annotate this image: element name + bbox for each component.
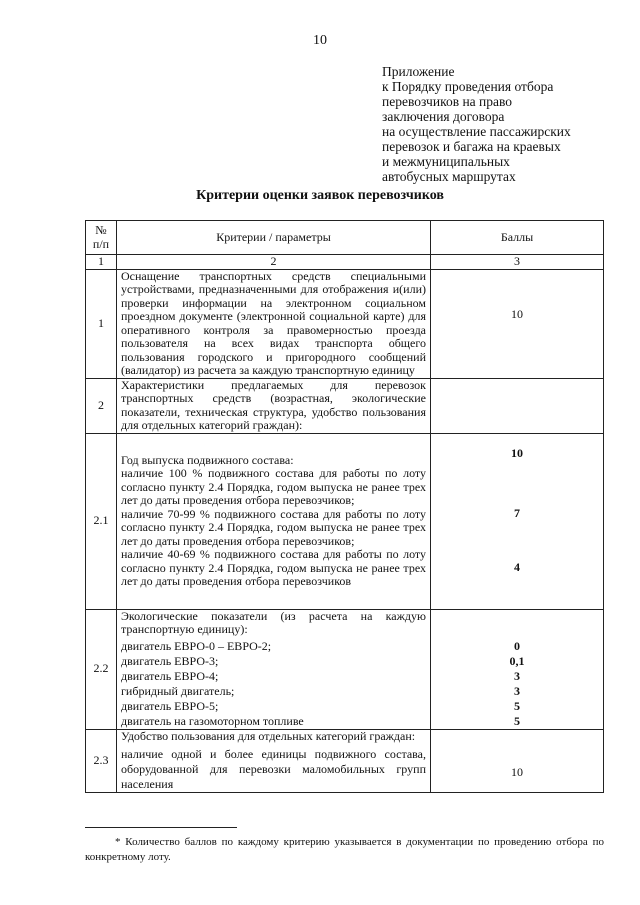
row-points: 10 — [431, 269, 604, 378]
item-points: 4 — [514, 559, 520, 574]
appendix-line: перевозчиков на право — [382, 94, 513, 109]
row-num: 1 — [86, 269, 117, 378]
row-criteria — [117, 729, 431, 793]
row-num: 2.1 — [86, 433, 117, 609]
row-num: 2.2 — [86, 609, 117, 729]
criteria-table — [85, 220, 604, 793]
row-item: наличие одной и более единицы подвижного состава, оборудованной для перевозки маломобильных групп населения — [121, 747, 426, 791]
page-number: 10 — [313, 33, 327, 48]
column-number-row — [86, 255, 604, 270]
row-points — [431, 609, 604, 729]
row-item: наличие 100 % подвижного состава для работы по лоту согласно пункту 2.4 Порядка, годом выпуска не ранее трех лет до даты проведения отбора перевозчиков; — [121, 466, 426, 507]
row-item: двигатель на газомоторном топливе — [121, 713, 304, 728]
row-item: двигатель ЕВРО-3; — [121, 653, 219, 668]
row-criteria — [117, 433, 431, 609]
appendix-line: к Порядку проведения отбора — [382, 79, 554, 94]
item-points: 3 — [514, 683, 520, 698]
row-heading: Год выпуска подвижного состава: — [121, 452, 294, 467]
row-item: двигатель ЕВРО-5; — [121, 698, 219, 713]
row-points — [431, 433, 604, 609]
table-row — [86, 269, 604, 378]
header-criteria: Критерии / параметры — [117, 221, 431, 255]
appendix-note — [382, 64, 622, 184]
row-points — [431, 378, 604, 433]
item-points: 7 — [514, 505, 520, 520]
appendix-line: Приложение — [382, 64, 455, 79]
header-num: № п/п — [86, 221, 117, 255]
appendix-line: заключения договора — [382, 109, 505, 124]
row-criteria: Характеристики предлагаемых для перевозок транспортных средств (возрастная, экологические показатели, техническая структура, удобство пользования для отдельных категорий граждан): — [117, 378, 431, 433]
row-item: наличие 40-69 % подвижного состава для работы по лоту согласно пункту 2.4 Порядка, годом выпуска не ранее трех лет до даты проведения отбора перевозчиков — [121, 547, 426, 588]
row-num: 2 — [86, 378, 117, 433]
col-number: 2 — [117, 255, 431, 270]
appendix-line: и межмуниципальных — [382, 154, 510, 169]
appendix-line: автобусных маршрутах — [382, 169, 516, 184]
table-row — [86, 609, 604, 729]
item-points: 0 — [514, 638, 520, 653]
item-points: 10 — [511, 445, 523, 460]
row-points: 10 — [431, 729, 604, 793]
appendix-line: перевозок и багажа на краевых — [382, 139, 561, 154]
row-criteria: Оснащение транспортных средств специальными устройствами, предназначенными для отображения и(или) проверки информации на электронном социальном проездном документе (электронной социальной карте) для оперативного контроля за правомерностью проезда пользователя на всех видах транспорта общего пользования городского и пригородного сообщений (валидатор) из расчета за каждую транспортную единицу — [117, 269, 431, 378]
table-row — [86, 378, 604, 433]
row-item: наличие 70-99 % подвижного состава для работы по лоту согласно пункту 2.4 Порядка, годом выпуска не ранее трех лет до даты проведения отбора перевозчиков; — [121, 506, 426, 548]
table-row — [86, 729, 604, 793]
table-header-row — [86, 221, 604, 255]
item-points: 5 — [514, 698, 520, 713]
header-points: Баллы — [431, 221, 604, 255]
appendix-line: на осуществление пассажирских — [382, 124, 571, 139]
row-criteria — [117, 609, 431, 729]
footnote-separator — [85, 827, 237, 828]
row-item: двигатель ЕВРО-4; — [121, 668, 219, 683]
item-points: 3 — [514, 668, 520, 683]
row-heading: Удобство пользования для отдельных категорий граждан: — [121, 728, 416, 743]
col-number: 1 — [86, 255, 117, 270]
row-item: гибридный двигатель; — [121, 683, 235, 698]
row-heading: Экологические показатели (из расчета на каждую транспортную единицу): — [121, 608, 426, 636]
footnote: * Количество баллов по каждому критерию указывается в документации по проведению отбора по конкретному лоту. — [85, 836, 604, 863]
row-num: 2.3 — [86, 729, 117, 793]
col-number: 3 — [431, 255, 604, 270]
document-title: Критерии оценки заявок перевозчиков — [196, 188, 444, 203]
item-points: 0,1 — [509, 653, 525, 668]
row-item: двигатель ЕВРО-0 – ЕВРО-2; — [121, 638, 272, 653]
table-row — [86, 433, 604, 609]
item-points: 5 — [514, 713, 520, 728]
